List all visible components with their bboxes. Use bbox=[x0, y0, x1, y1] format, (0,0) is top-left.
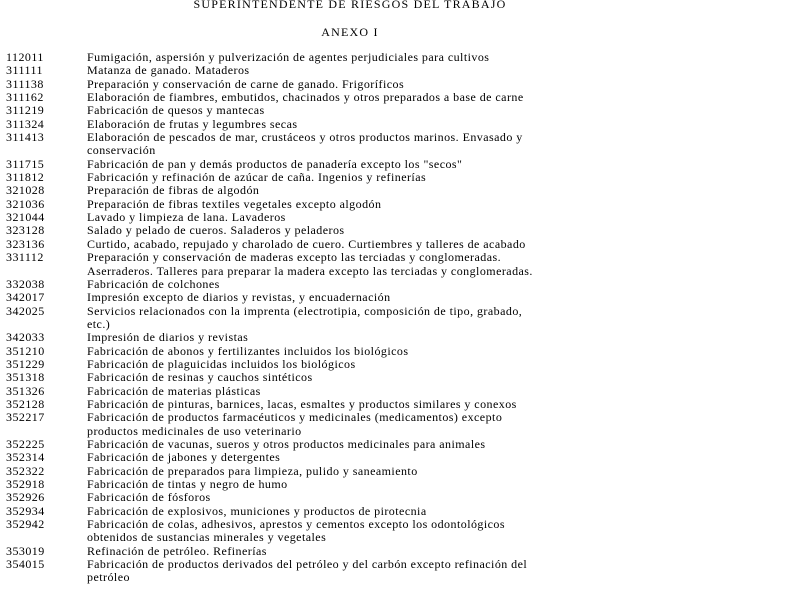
activity-code: 354015 bbox=[6, 557, 45, 572]
activity-description: Fabricación de tintas y negro de humo bbox=[87, 477, 288, 491]
list-item bbox=[6, 91, 798, 104]
activity-code: 351326 bbox=[6, 383, 45, 398]
activity-description: Preparación y conservación de maderas excepto las terciadas y conglomeradas. Aserraderos. Talleres para preparar la madera excepto las terciadas y conglomeradas. bbox=[87, 250, 533, 278]
activity-description: Elaboración de pescados de mar, crustáceos y otros productos marinos. Envasado y conservación bbox=[87, 130, 523, 158]
activity-code: 352314 bbox=[6, 450, 45, 465]
activity-code: 311219 bbox=[6, 103, 45, 118]
activity-code: 311715 bbox=[6, 156, 45, 171]
activity-description: Fumigación, aspersión y pulverización de agentes perjudiciales para cultivos bbox=[87, 50, 490, 64]
list-item bbox=[6, 518, 798, 545]
activity-code: 352926 bbox=[6, 490, 45, 505]
activity-description: Fabricación de productos farmacéuticos y medicinales (medicamentos) excepto productos medicinales de uso veterinario bbox=[87, 410, 503, 438]
activity-description: Impresión excepto de diarios y revistas, y encuadernación bbox=[87, 290, 391, 305]
list-item bbox=[6, 438, 798, 451]
activity-code: 311111 bbox=[6, 63, 43, 78]
list-item bbox=[6, 305, 798, 332]
activity-description: Fabricación de productos derivados del petróleo y del carbón excepto refinación del petróleo bbox=[87, 557, 528, 585]
list-item bbox=[6, 158, 798, 171]
activity-description: Salado y pelado de cueros. Saladeros y peladeros bbox=[87, 223, 345, 238]
activity-code: 351210 bbox=[6, 343, 45, 358]
activity-description: Fabricación y refinación de azúcar de caña. Ingenios y refinerías bbox=[87, 170, 427, 185]
list-item bbox=[6, 64, 798, 77]
list-item bbox=[6, 345, 798, 358]
activity-description: Refinación de petróleo. Refinerías bbox=[87, 543, 267, 558]
list-item bbox=[6, 184, 798, 197]
list-item bbox=[6, 558, 798, 585]
list-item bbox=[6, 411, 798, 438]
activity-code: 311324 bbox=[6, 116, 45, 131]
activity-description: Fabricación de materias plásticas bbox=[87, 383, 261, 398]
list-item bbox=[6, 505, 798, 518]
activity-description: Preparación de fibras textiles vegetales excepto algodón bbox=[87, 196, 382, 211]
list-item bbox=[6, 131, 798, 158]
document-title: SUPERINTENDENTE DE RIESGOS DEL TRABAJO bbox=[193, 0, 507, 11]
activity-description: Curtido, acabado, repujado y charolado de cuero. Curtiembres y talleres de acabado bbox=[87, 236, 526, 251]
activity-code: 321036 bbox=[6, 196, 45, 211]
activity-code: 352918 bbox=[6, 477, 45, 491]
activity-code: 311413 bbox=[6, 130, 45, 145]
activity-code: 352934 bbox=[6, 503, 45, 518]
activity-code: 353019 bbox=[6, 543, 45, 558]
list-item bbox=[6, 51, 798, 64]
list-item bbox=[6, 545, 798, 558]
list-item bbox=[6, 291, 798, 304]
activity-code: 351318 bbox=[6, 370, 45, 385]
activity-description: Preparación de fibras de algodón bbox=[87, 183, 260, 198]
list-item bbox=[6, 211, 798, 224]
activity-code: 321028 bbox=[6, 183, 45, 198]
activity-description: Fabricación de pan y demás productos de panadería excepto los "secos" bbox=[87, 156, 463, 171]
activity-description: Fabricación de abonos y fertilizantes incluidos los biológicos bbox=[87, 343, 409, 358]
activity-code: 352128 bbox=[6, 396, 45, 411]
activity-description: Fabricación de preparados para limpieza, pulido y saneamiento bbox=[87, 463, 418, 478]
list-item bbox=[6, 371, 798, 384]
list-item bbox=[6, 198, 798, 211]
list-item bbox=[6, 251, 798, 278]
activity-description: Fabricación de jabones y detergentes bbox=[87, 450, 281, 465]
list-item bbox=[6, 398, 798, 411]
list-item bbox=[6, 358, 798, 371]
annex-heading: ANEXO I bbox=[321, 25, 379, 39]
activity-description: Fabricación de colchones bbox=[87, 276, 220, 291]
activity-description: Impresión de diarios y revistas bbox=[87, 330, 249, 345]
activity-code: 331112 bbox=[6, 250, 44, 265]
activity-description: Fabricación de vacunas, sueros y otros productos medicinales para animales bbox=[87, 436, 486, 451]
activity-description: Fabricación de quesos y mantecas bbox=[87, 103, 265, 118]
activity-code: 323136 bbox=[6, 236, 45, 251]
activity-description: Elaboración de frutas y legumbres secas bbox=[87, 116, 298, 131]
activity-code-list bbox=[6, 51, 798, 585]
list-item bbox=[6, 465, 798, 478]
activity-code: 311162 bbox=[6, 90, 44, 105]
list-item bbox=[6, 78, 798, 91]
activity-code: 352322 bbox=[6, 463, 45, 478]
activity-description: Matanza de ganado. Mataderos bbox=[87, 63, 250, 78]
activity-description: Fabricación de pinturas, barnices, lacas, esmaltes y productos similares y conexos bbox=[87, 396, 517, 411]
list-item bbox=[6, 491, 798, 504]
activity-description: Lavado y limpieza de lana. Lavaderos bbox=[87, 210, 286, 225]
activity-code: 342033 bbox=[6, 330, 45, 345]
activity-description: Preparación y conservación de carne de ganado. Frigoríficos bbox=[87, 76, 405, 91]
activity-description: Fabricación de fósforos bbox=[87, 490, 211, 505]
activity-description: Fabricación de plaguicidas incluidos los biológicos bbox=[87, 356, 356, 371]
activity-description: Fabricación de resinas y cauchos sintéticos bbox=[87, 370, 313, 385]
activity-code: 352942 bbox=[6, 517, 45, 532]
activity-code: 342017 bbox=[6, 290, 45, 305]
activity-description: Fabricación de explosivos, municiones y productos de pirotecnia bbox=[87, 503, 427, 518]
activity-code: 323128 bbox=[6, 223, 45, 238]
list-item bbox=[6, 331, 798, 344]
list-item bbox=[6, 451, 798, 464]
activity-code: 311138 bbox=[6, 76, 44, 91]
activity-description: Elaboración de fiambres, embutidos, chacinados y otros preparados a base de carne bbox=[87, 90, 524, 105]
activity-description: Fabricación de colas, adhesivos, aprestos y cementos excepto los odontológicos obtenidos de sustancias minerales y vegetales bbox=[87, 517, 506, 545]
list-item bbox=[6, 238, 798, 251]
list-item bbox=[6, 278, 798, 291]
list-item bbox=[6, 171, 798, 184]
activity-code: 112011 bbox=[6, 50, 44, 64]
activity-code: 352217 bbox=[6, 410, 45, 425]
list-item bbox=[6, 104, 798, 117]
list-item bbox=[6, 224, 798, 237]
list-item bbox=[6, 478, 798, 491]
activity-code: 311812 bbox=[6, 170, 45, 185]
activity-code: 352225 bbox=[6, 436, 45, 451]
list-item bbox=[6, 385, 798, 398]
activity-code: 351229 bbox=[6, 356, 45, 371]
activity-description: Servicios relacionados con la imprenta (electrotipia, composición de tipo, grabado, etc.) bbox=[87, 303, 523, 331]
activity-code: 321044 bbox=[6, 210, 45, 225]
activity-code: 342025 bbox=[6, 303, 45, 318]
activity-code: 332038 bbox=[6, 276, 45, 291]
list-item bbox=[6, 118, 798, 131]
